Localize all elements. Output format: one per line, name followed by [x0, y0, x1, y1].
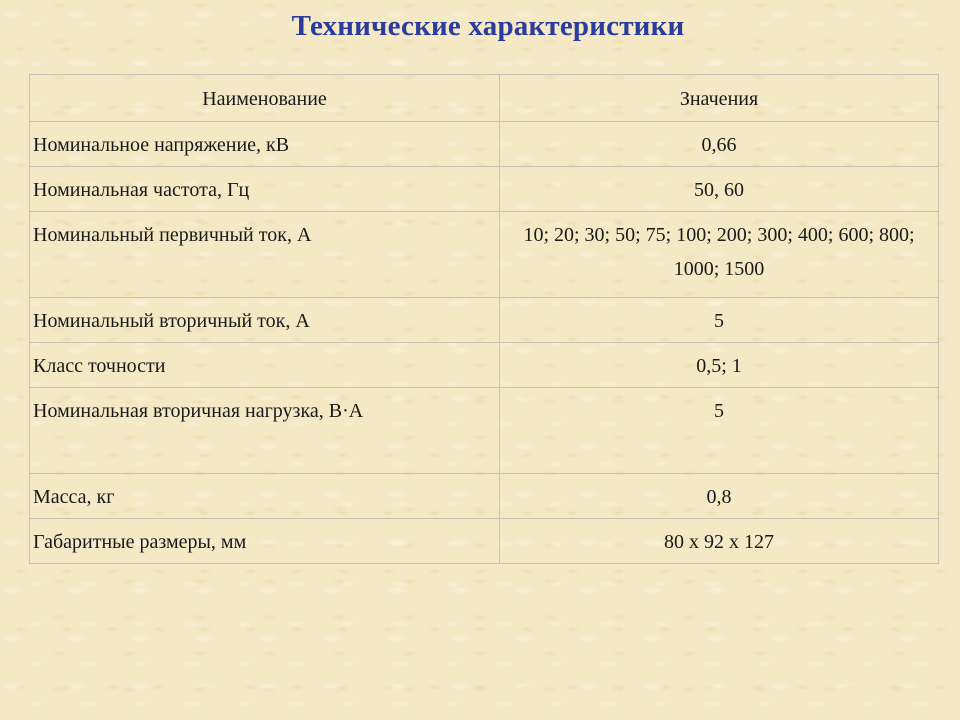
row-name: Номинальный вторичный ток, А: [30, 298, 500, 343]
row-value: 50, 60: [500, 167, 939, 212]
row-value: 0,5; 1: [500, 343, 939, 388]
table-row: [30, 212, 939, 298]
header-value: Значения: [500, 75, 939, 122]
table-row: [30, 167, 939, 212]
row-value: 5: [500, 388, 939, 474]
table-row: [30, 474, 939, 519]
row-value: 80 х 92 х 127: [500, 519, 939, 564]
row-value: 0,8: [500, 474, 939, 519]
row-name: Класс точности: [30, 343, 500, 388]
row-name: Масса, кг: [30, 474, 500, 519]
table-row: [30, 298, 939, 343]
row-name: Номинальная вторичная нагрузка, В·А: [30, 388, 500, 474]
table-row: [30, 519, 939, 564]
table-row: [30, 122, 939, 167]
row-name: Номинальная частота, Гц: [30, 167, 500, 212]
header-name: Наименование: [30, 75, 500, 122]
page-title: Технические характеристики: [291, 10, 685, 42]
specifications-table: [29, 74, 939, 564]
row-value: 5: [500, 298, 939, 343]
row-name: Номинальный первичный ток, А: [30, 212, 500, 298]
row-name: Габаритные размеры, мм: [30, 519, 500, 564]
row-value: 10; 20; 30; 50; 75; 100; 200; 300; 400; 600; 800; 1000; 1500: [500, 212, 939, 298]
table-header-row: [30, 75, 939, 122]
table-row: [30, 388, 939, 474]
table-row: [30, 343, 939, 388]
row-value: 0,66: [500, 122, 939, 167]
row-name: Номинальное напряжение, кВ: [30, 122, 500, 167]
